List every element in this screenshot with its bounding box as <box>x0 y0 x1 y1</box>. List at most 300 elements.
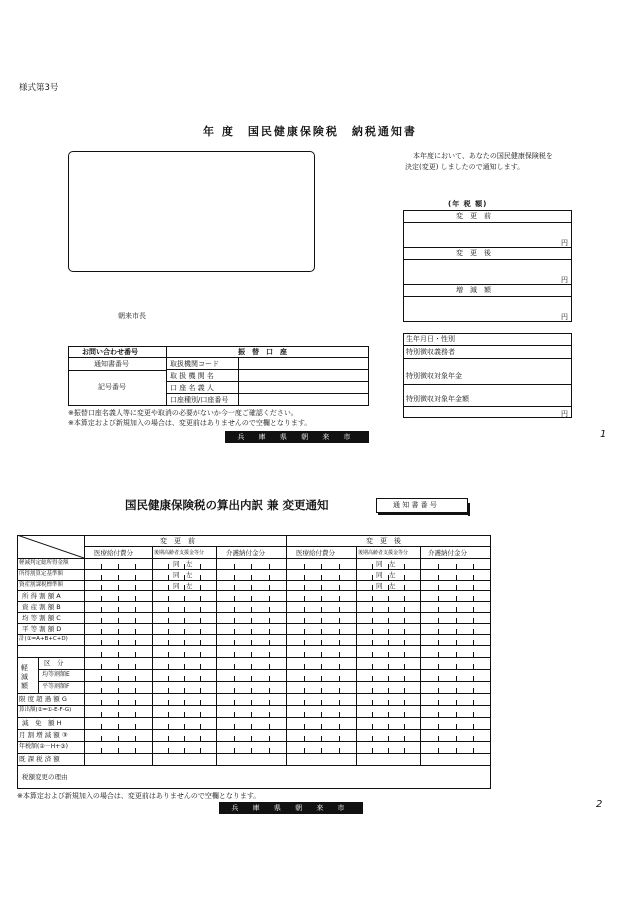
digit-tick <box>321 652 322 657</box>
digit-tick <box>200 640 201 645</box>
tax-amount-box <box>403 210 572 322</box>
same-before-2: 同 左 <box>173 582 193 590</box>
digit-tick <box>101 724 102 729</box>
digit-tick <box>456 596 457 601</box>
col-care-after: 介護納付金分 <box>428 549 467 557</box>
digit-tick <box>473 724 474 729</box>
digit-tick <box>234 596 235 601</box>
info-pension: 特別徴収対象年金 <box>406 372 462 380</box>
digit-tick <box>388 736 389 741</box>
digit-tick <box>135 607 136 612</box>
digit-tick <box>339 607 340 612</box>
digit-tick <box>404 700 405 705</box>
digit-tick <box>118 596 119 601</box>
digit-tick <box>200 664 201 669</box>
digit-tick <box>251 688 252 693</box>
transfer-row-code: 取扱機関コード <box>170 360 219 368</box>
digit-tick <box>101 640 102 645</box>
after-label: 変 更 後 <box>456 249 491 257</box>
digit-tick <box>269 575 270 580</box>
row-label-8: 区 分 <box>44 659 64 667</box>
digit-tick <box>321 748 322 753</box>
breakdown-before-label: 変 更 前 <box>160 537 195 545</box>
digit-tick <box>372 640 373 645</box>
digit-tick <box>339 712 340 717</box>
digit-tick <box>269 724 270 729</box>
digit-tick <box>473 712 474 717</box>
digit-tick <box>404 688 405 693</box>
digit-tick <box>101 585 102 590</box>
row-label-0: 軽減判定総所得金額 <box>19 560 69 566</box>
digit-tick <box>388 748 389 753</box>
digit-tick <box>234 688 235 693</box>
digit-tick <box>304 712 305 717</box>
same-after-0: 同 左 <box>376 560 396 568</box>
digit-tick <box>200 629 201 634</box>
digit-tick <box>184 575 185 580</box>
row-label-14: 月 割 増 減 額 ③ <box>19 731 68 739</box>
digit-tick <box>251 652 252 657</box>
digit-tick <box>473 748 474 753</box>
digit-tick <box>339 664 340 669</box>
digit-tick <box>339 652 340 657</box>
digit-tick <box>404 652 405 657</box>
digit-tick <box>200 652 201 657</box>
col-care-before: 介護納付金分 <box>226 549 265 557</box>
digit-tick <box>456 618 457 623</box>
digit-tick <box>251 676 252 681</box>
digit-tick <box>404 724 405 729</box>
digit-tick <box>251 596 252 601</box>
notice-title: 年 度 国民健康保険税 納税通知書 <box>203 125 417 138</box>
digit-tick <box>168 640 169 645</box>
digit-tick <box>321 596 322 601</box>
diff-label: 増 減 額 <box>456 286 491 294</box>
digit-tick <box>184 700 185 705</box>
digit-tick <box>372 596 373 601</box>
digit-tick <box>388 664 389 669</box>
digit-tick <box>438 724 439 729</box>
digit-tick <box>251 724 252 729</box>
digit-tick <box>269 640 270 645</box>
digit-tick <box>168 585 169 590</box>
digit-tick <box>135 585 136 590</box>
row-label-3: 所 得 割 額 A <box>22 592 61 600</box>
note-2: ※本算定および新規加入の場合は、変更前はありませんので空欄となります。 <box>68 419 312 427</box>
yen-after: 円 <box>561 276 568 284</box>
digit-tick <box>234 724 235 729</box>
digit-tick <box>438 700 439 705</box>
digit-tick <box>404 596 405 601</box>
breakdown-note: ※本算定および新規加入の場合は、変更前はありませんので空欄となります。 <box>17 792 261 800</box>
digit-tick <box>339 564 340 569</box>
digit-tick <box>184 596 185 601</box>
digit-tick <box>388 618 389 623</box>
digit-tick <box>456 664 457 669</box>
digit-tick <box>388 640 389 645</box>
digit-tick <box>456 629 457 634</box>
digit-tick <box>388 652 389 657</box>
digit-tick <box>101 629 102 634</box>
digit-tick <box>321 676 322 681</box>
digit-tick <box>251 736 252 741</box>
digit-tick <box>438 585 439 590</box>
digit-tick <box>388 564 389 569</box>
transfer-row-account: 口座種別/口座番号 <box>170 396 229 404</box>
digit-tick <box>269 748 270 753</box>
digit-tick <box>473 585 474 590</box>
yen-diff: 円 <box>561 313 568 321</box>
digit-tick <box>101 575 102 580</box>
digit-tick <box>339 585 340 590</box>
digit-tick <box>135 652 136 657</box>
digit-tick <box>304 748 305 753</box>
digit-tick <box>101 607 102 612</box>
digit-tick <box>321 564 322 569</box>
digit-tick <box>388 700 389 705</box>
digit-tick <box>304 596 305 601</box>
digit-tick <box>251 712 252 717</box>
digit-tick <box>388 688 389 693</box>
digit-tick <box>118 618 119 623</box>
digit-tick <box>234 629 235 634</box>
digit-tick <box>372 664 373 669</box>
digit-tick <box>388 585 389 590</box>
same-after-2: 同 左 <box>376 582 396 590</box>
digit-tick <box>118 712 119 717</box>
digit-tick <box>135 748 136 753</box>
record-no-label: 記号番号 <box>98 383 126 391</box>
col-elderly-after: 後期高齢者支援金等分 <box>358 550 409 556</box>
digit-tick <box>304 688 305 693</box>
digit-tick <box>269 676 270 681</box>
digit-tick <box>339 724 340 729</box>
digit-tick <box>339 629 340 634</box>
row-label-11: 限 度 超 過 額 G <box>19 695 67 703</box>
digit-tick <box>388 629 389 634</box>
digit-tick <box>404 607 405 612</box>
digit-tick <box>372 700 373 705</box>
notice-message-1: 本年度において、あなたの国民健康保険税を <box>413 152 553 160</box>
footer-bar-1: 兵 庫 県 朝 来 市 <box>225 431 369 443</box>
digit-tick <box>168 618 169 623</box>
digit-tick <box>269 700 270 705</box>
digit-tick <box>200 700 201 705</box>
tax-amount-header: (年 税 額) <box>448 200 488 208</box>
digit-tick <box>339 596 340 601</box>
row-label-15: 年税額(②－H+③) <box>19 743 68 750</box>
digit-tick <box>473 596 474 601</box>
digit-tick <box>251 575 252 580</box>
digit-tick <box>372 724 373 729</box>
digit-tick <box>321 700 322 705</box>
digit-tick <box>473 618 474 623</box>
digit-tick <box>135 618 136 623</box>
digit-tick <box>101 564 102 569</box>
digit-tick <box>321 688 322 693</box>
digit-tick <box>118 652 119 657</box>
digit-tick <box>234 607 235 612</box>
digit-tick <box>438 575 439 580</box>
note-1: ※振替口座名義人等に変更や取消の必要がないか今一度ご確認ください。 <box>68 409 298 417</box>
digit-tick <box>251 564 252 569</box>
digit-tick <box>339 688 340 693</box>
digit-tick <box>321 618 322 623</box>
digit-tick <box>372 748 373 753</box>
digit-tick <box>404 712 405 717</box>
digit-tick <box>339 618 340 623</box>
digit-tick <box>404 585 405 590</box>
digit-tick <box>321 585 322 590</box>
digit-tick <box>456 575 457 580</box>
digit-tick <box>438 618 439 623</box>
digit-tick <box>184 712 185 717</box>
digit-tick <box>321 629 322 634</box>
digit-tick <box>135 724 136 729</box>
digit-tick <box>456 607 457 612</box>
digit-tick <box>135 712 136 717</box>
digit-tick <box>234 618 235 623</box>
digit-tick <box>118 700 119 705</box>
digit-tick <box>473 664 474 669</box>
digit-tick <box>200 748 201 753</box>
digit-tick <box>251 607 252 612</box>
digit-tick <box>101 748 102 753</box>
digit-tick <box>118 724 119 729</box>
inquiry-header: お問い合わせ番号 <box>82 348 138 356</box>
digit-tick <box>184 748 185 753</box>
same-after-1: 同 左 <box>376 571 396 579</box>
digit-tick <box>101 676 102 681</box>
digit-tick <box>135 700 136 705</box>
digit-tick <box>234 652 235 657</box>
digit-tick <box>339 676 340 681</box>
digit-tick <box>456 564 457 569</box>
digit-tick <box>184 618 185 623</box>
digit-tick <box>200 596 201 601</box>
digit-tick <box>438 564 439 569</box>
digit-tick <box>135 640 136 645</box>
digit-tick <box>184 607 185 612</box>
digit-tick <box>168 688 169 693</box>
digit-tick <box>234 748 235 753</box>
digit-tick <box>321 664 322 669</box>
digit-tick <box>438 652 439 657</box>
digit-tick <box>438 688 439 693</box>
info-pension-amount: 特別徴収対象年金額 <box>406 395 469 403</box>
digit-tick <box>339 736 340 741</box>
digit-tick <box>101 596 102 601</box>
digit-tick <box>473 676 474 681</box>
digit-tick <box>168 700 169 705</box>
digit-tick <box>304 724 305 729</box>
digit-tick <box>388 712 389 717</box>
digit-tick <box>184 676 185 681</box>
digit-tick <box>269 712 270 717</box>
digit-tick <box>372 736 373 741</box>
digit-tick <box>135 575 136 580</box>
col-elderly-before: 後期高齢者支援金等分 <box>154 550 205 556</box>
digit-tick <box>438 596 439 601</box>
digit-tick <box>118 736 119 741</box>
digit-tick <box>251 748 252 753</box>
digit-tick <box>101 688 102 693</box>
digit-tick <box>101 700 102 705</box>
row-label-5: 均 等 割 額 C <box>22 614 61 622</box>
digit-tick <box>473 736 474 741</box>
digit-tick <box>184 629 185 634</box>
transfer-header: 振 替 口 座 <box>238 348 287 356</box>
digit-tick <box>438 748 439 753</box>
digit-tick <box>200 618 201 623</box>
digit-tick <box>269 629 270 634</box>
digit-tick <box>251 640 252 645</box>
digit-tick <box>404 575 405 580</box>
row-label-1: 所得割算定基準額 <box>19 571 64 577</box>
digit-tick <box>438 664 439 669</box>
digit-tick <box>473 564 474 569</box>
row-label-2: 資産割課税標準額 <box>19 582 64 588</box>
digit-tick <box>372 688 373 693</box>
digit-tick <box>234 676 235 681</box>
digit-tick <box>388 607 389 612</box>
digit-tick <box>234 640 235 645</box>
digit-tick <box>473 688 474 693</box>
digit-tick <box>118 607 119 612</box>
digit-tick <box>184 688 185 693</box>
digit-tick <box>304 640 305 645</box>
digit-tick <box>304 564 305 569</box>
row-label-4: 資 産 割 額 B <box>22 603 61 611</box>
page-mark-2: 2 <box>596 799 603 810</box>
digit-tick <box>456 652 457 657</box>
digit-tick <box>234 736 235 741</box>
digit-tick <box>101 652 102 657</box>
digit-tick <box>304 700 305 705</box>
digit-tick <box>184 664 185 669</box>
digit-tick <box>473 652 474 657</box>
digit-tick <box>168 575 169 580</box>
mayor-label: 朝来市長 <box>118 312 146 320</box>
digit-tick <box>404 664 405 669</box>
digit-tick <box>456 748 457 753</box>
digit-tick <box>118 748 119 753</box>
same-before-1: 同 左 <box>173 571 193 579</box>
digit-tick <box>456 736 457 741</box>
yen-pension: 円 <box>561 410 568 418</box>
digit-tick <box>304 618 305 623</box>
digit-tick <box>269 688 270 693</box>
digit-tick <box>269 607 270 612</box>
digit-tick <box>388 575 389 580</box>
digit-tick <box>184 564 185 569</box>
digit-tick <box>101 618 102 623</box>
digit-tick <box>118 585 119 590</box>
digit-tick <box>438 629 439 634</box>
digit-tick <box>372 564 373 569</box>
digit-tick <box>135 564 136 569</box>
corner-diagonal <box>17 535 84 558</box>
digit-tick <box>168 596 169 601</box>
form-label: 様式第3号 <box>19 83 59 93</box>
digit-tick <box>372 712 373 717</box>
digit-tick <box>372 676 373 681</box>
digit-tick <box>251 585 252 590</box>
digit-tick <box>438 607 439 612</box>
digit-tick <box>388 724 389 729</box>
digit-tick <box>404 618 405 623</box>
digit-tick <box>304 629 305 634</box>
digit-tick <box>372 607 373 612</box>
digit-tick <box>234 664 235 669</box>
digit-tick <box>251 664 252 669</box>
digit-tick <box>473 629 474 634</box>
digit-tick <box>438 712 439 717</box>
digit-tick <box>200 676 201 681</box>
digit-tick <box>321 575 322 580</box>
transfer-row-name: 取 扱 機 関 名 <box>170 372 214 380</box>
digit-tick <box>321 640 322 645</box>
digit-tick <box>200 724 201 729</box>
digit-tick <box>456 724 457 729</box>
digit-tick <box>304 736 305 741</box>
digit-tick <box>168 564 169 569</box>
digit-tick <box>304 676 305 681</box>
digit-tick <box>269 664 270 669</box>
row-label-13: 減 免 額 H <box>22 719 62 727</box>
digit-tick <box>269 736 270 741</box>
digit-tick <box>456 676 457 681</box>
digit-tick <box>321 607 322 612</box>
digit-tick <box>339 575 340 580</box>
digit-tick <box>168 736 169 741</box>
digit-tick <box>135 629 136 634</box>
digit-tick <box>372 618 373 623</box>
info-obligor: 特別徴収義務者 <box>406 348 455 356</box>
digit-tick <box>184 652 185 657</box>
digit-tick <box>269 618 270 623</box>
row-label-6: 平 等 割 額 D <box>22 625 62 633</box>
digit-tick <box>404 736 405 741</box>
digit-tick <box>168 676 169 681</box>
digit-tick <box>372 629 373 634</box>
digit-tick <box>388 596 389 601</box>
digit-tick <box>438 736 439 741</box>
digit-tick <box>339 700 340 705</box>
digit-tick <box>456 712 457 717</box>
breakdown-title: 国民健康保険税の算出内訳 兼 変更通知 <box>125 498 329 512</box>
digit-tick <box>234 575 235 580</box>
digit-tick <box>200 688 201 693</box>
info-birth: 生年月日・性別 <box>406 335 455 343</box>
row-label-7: 計(①=A+B+C+D) <box>19 636 68 642</box>
digit-tick <box>304 607 305 612</box>
digit-tick <box>404 629 405 634</box>
digit-tick <box>118 629 119 634</box>
digit-tick <box>473 575 474 580</box>
digit-tick <box>339 748 340 753</box>
digit-tick <box>473 607 474 612</box>
digit-tick <box>304 575 305 580</box>
digit-tick <box>118 575 119 580</box>
digit-tick <box>269 652 270 657</box>
digit-tick <box>234 712 235 717</box>
digit-tick <box>473 700 474 705</box>
breakdown-notice-no-label: 通 知 書 番 号 <box>393 501 437 509</box>
digit-tick <box>404 676 405 681</box>
digit-tick <box>135 736 136 741</box>
digit-tick <box>372 585 373 590</box>
